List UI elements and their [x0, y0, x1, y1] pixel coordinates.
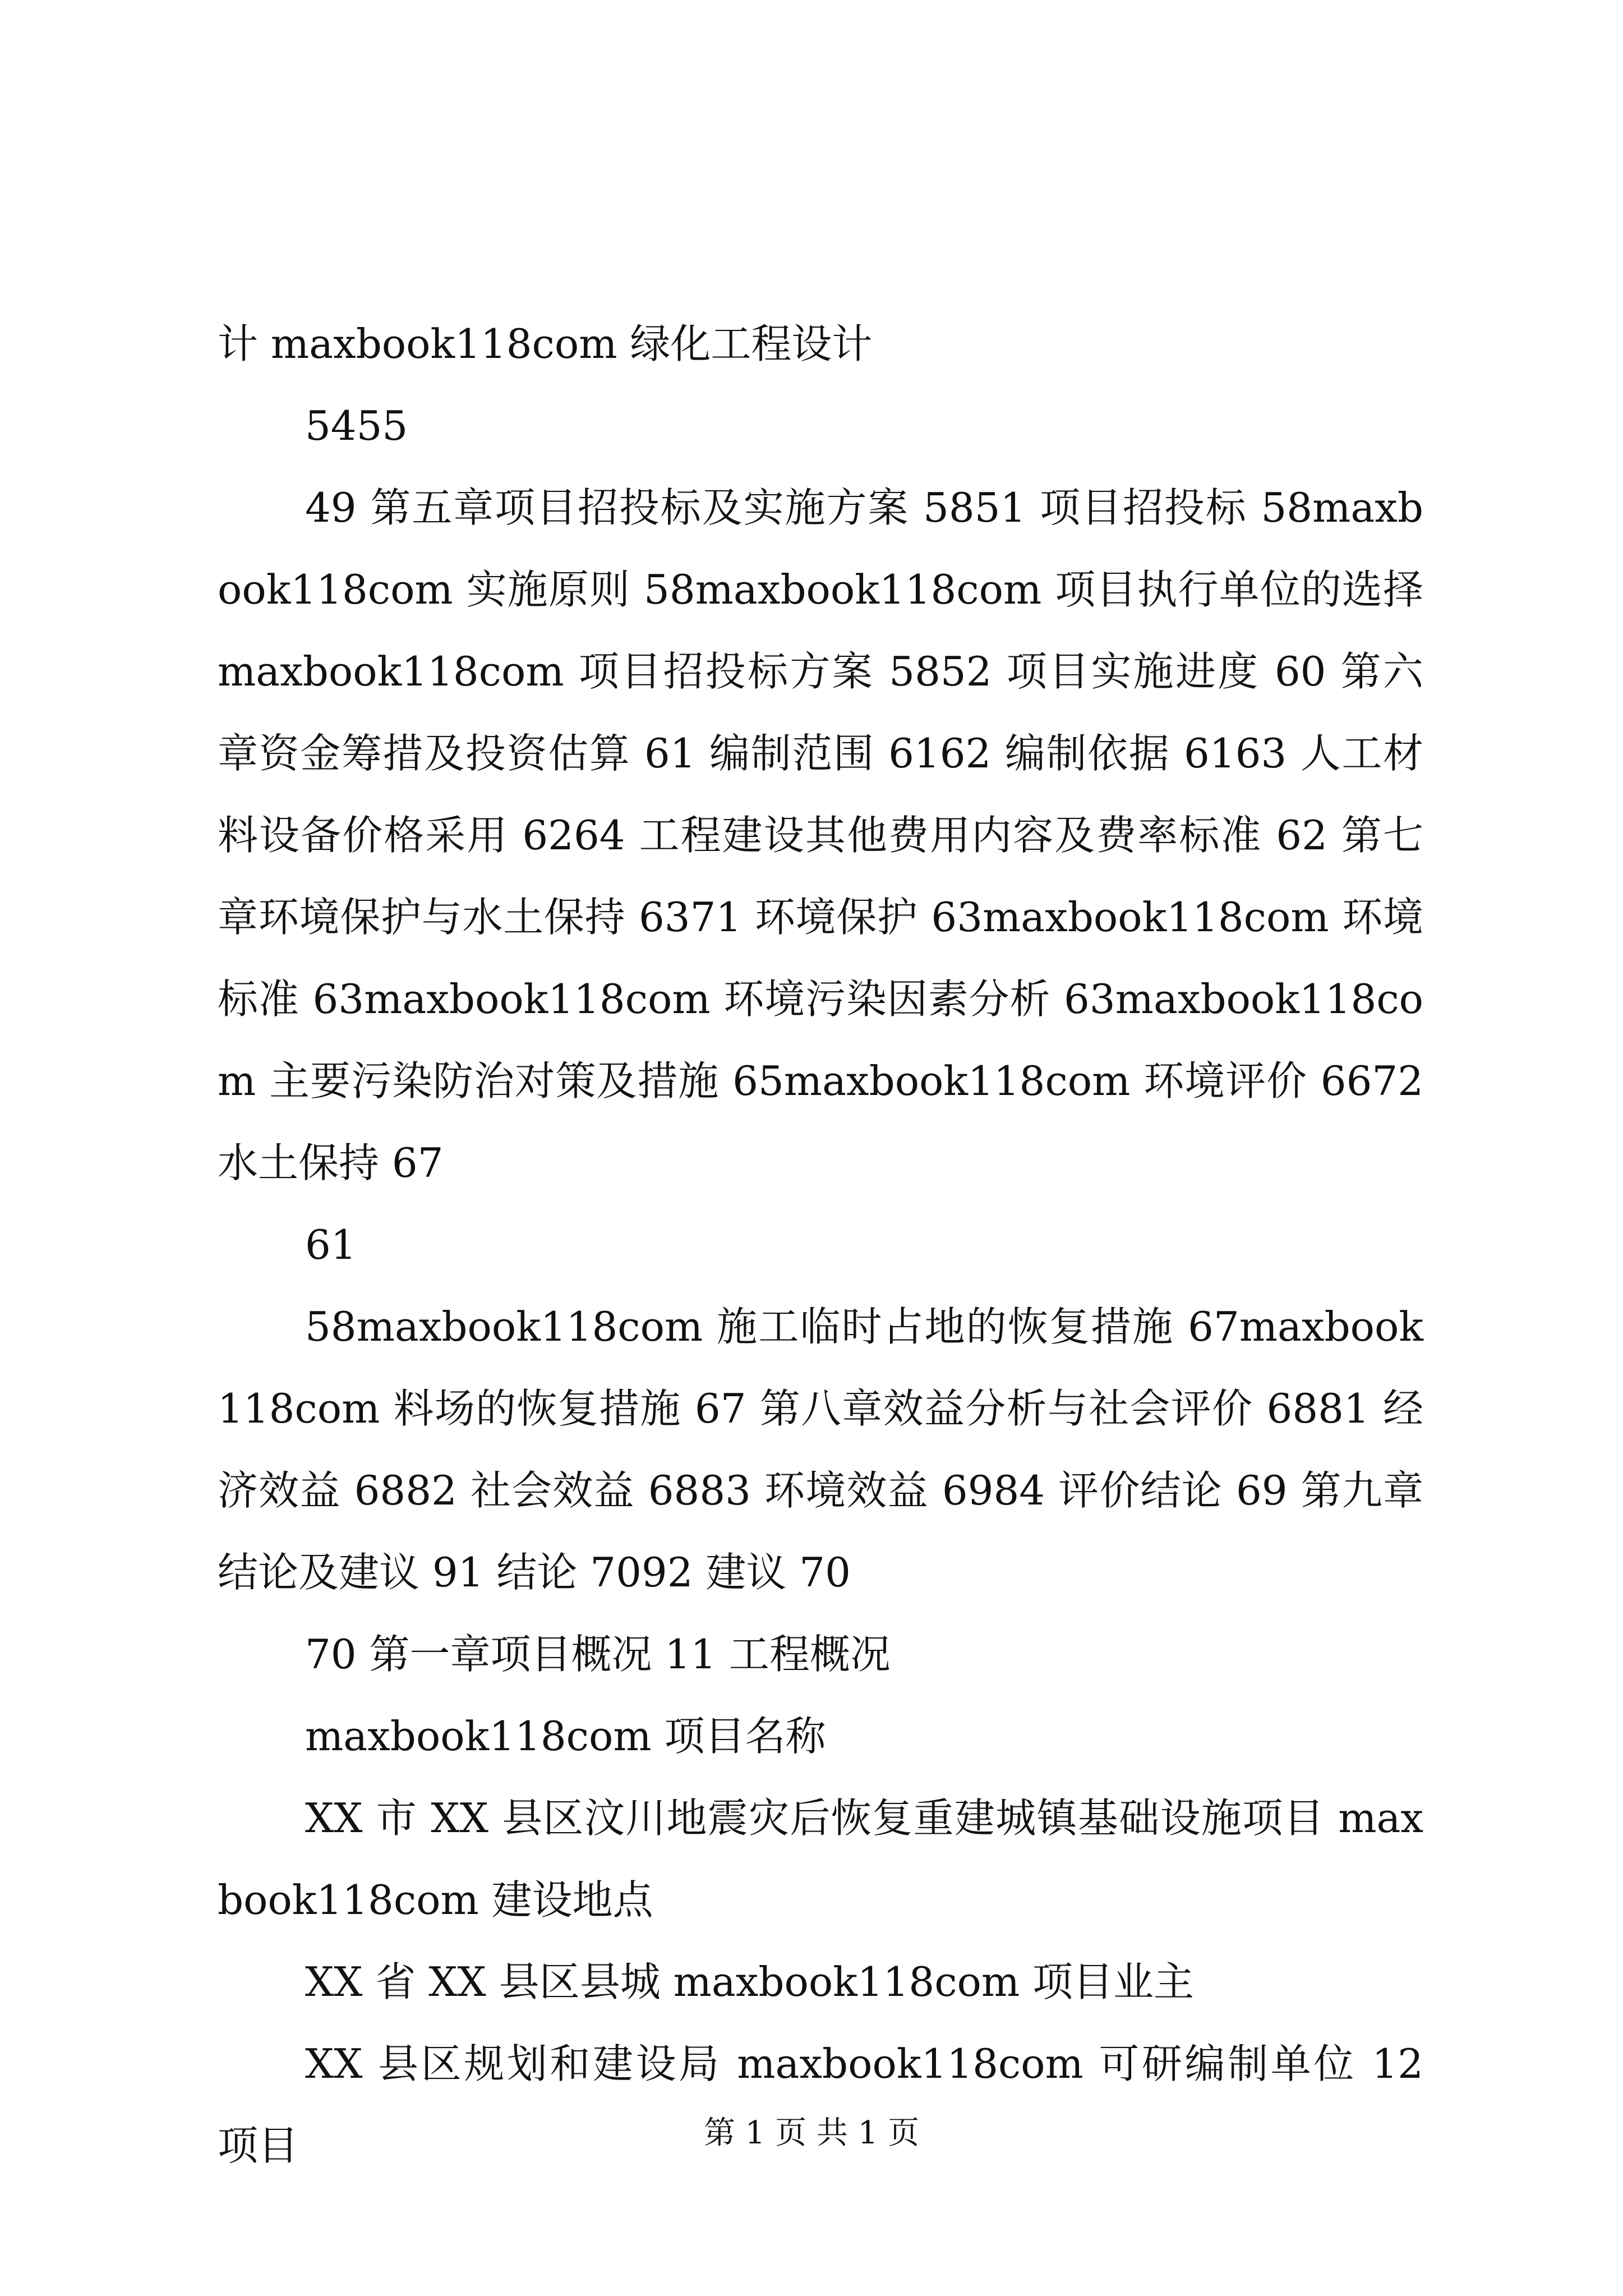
- paragraph-4: 61: [305, 1221, 357, 1268]
- page-footer: 第 1 页 共 1 页: [703, 2115, 920, 2151]
- paragraph-9: XX 省 XX 县区县城 maxbook118com 项目业主: [305, 1958, 1195, 2005]
- document-body: [218, 303, 1423, 2187]
- paragraph-2: 5455: [305, 402, 408, 449]
- paragraph-3: 49 第五章项目招投标及实施方案 5851 项目招投标 58maxbook118com 实施原则 58maxbook118com 项目执行单位的选择 maxbook118com 项目招投标方案 5852 项目实施进度 60 第六章资金筹措及投资估算 61 编制范围 6162 编制依据 6163 人工材料设备价格采用 6264 工程建设其他费用内容及费率标准 62 第七章环境保护与水土保持 6371 环境保护 63maxbook118com 环境标准 63maxbook118com 环境污染因素分析 63maxbook118com 主要污染防治对策及措施 65maxbook118com 环境评价 6672 水土保持 67: [218, 484, 1423, 1186]
- paragraph-7: maxbook118com 项目名称: [305, 1713, 826, 1760]
- paragraph-1: 计 maxbook118com 绿化工程设计: [218, 320, 873, 367]
- paragraph-10: XX 县区规划和建设局 maxbook118com 可研编制单位 12 项目: [218, 2040, 1423, 2169]
- paragraph-6: 70 第一章项目概况 11 工程概况: [305, 1631, 891, 1678]
- paragraph-5: 58maxbook118com 施工临时占地的恢复措施 67maxbook118com 料场的恢复措施 67 第八章效益分析与社会评价 6881 经济效益 6882 社会效益 6883 环境效益 6984 评价结论 69 第九章结论及建议 91 结论 7092 建议 70: [218, 1303, 1423, 1596]
- paragraph-8: XX 市 XX 县区汶川地震灾后恢复重建城镇基础设施项目 maxbook118com 建设地点: [218, 1795, 1423, 1924]
